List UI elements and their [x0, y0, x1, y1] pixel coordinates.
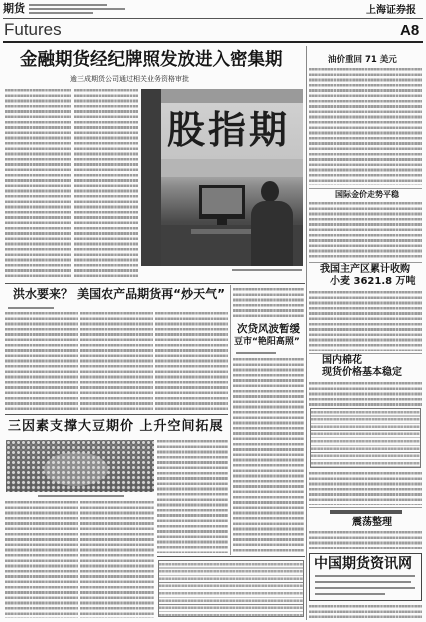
photo-sign-text: 股指期: [167, 108, 291, 152]
brief-cotton-price-table: [310, 408, 421, 468]
soy-rally-headline-line-1: 次贷风波暂缓: [237, 323, 300, 335]
brief-divider: [309, 353, 422, 354]
advert-title: 中国期货资讯网: [314, 556, 412, 572]
brief-cotton-body-2: [309, 472, 422, 505]
photo-person-body: [251, 201, 293, 266]
brief-gold-body: [309, 202, 422, 259]
editor-line-text-2: [29, 12, 93, 14]
brief-wheat-headline-line-2: 小麦 3621.8 万吨: [330, 276, 416, 287]
photo-hand-shape: [44, 452, 108, 486]
brief-oil-headline: 油价重回 71 美元: [328, 55, 397, 65]
weather-body-column-2: [80, 312, 153, 411]
photo-monitor-screen: [202, 188, 242, 214]
market-data-table: [158, 560, 304, 617]
dateline-text: [29, 4, 107, 6]
brief-consolidation-body: [309, 531, 422, 549]
page-footer-text: [309, 605, 422, 618]
lead-photo: [141, 89, 303, 266]
brief-divider: [309, 188, 422, 189]
photo-person-head: [261, 181, 279, 202]
soybean-photo: [6, 440, 154, 492]
brief-wheat-headline-line-1: 我国主产区累计收购: [320, 264, 410, 275]
brief-divider: [309, 507, 422, 508]
weather-headline: 洪水要来？ 美国农产品期货再“炒天气”: [13, 287, 225, 301]
brief-oil-body: [309, 68, 422, 185]
section-rule: [5, 414, 228, 415]
section-rule: [5, 283, 305, 284]
soy-rally-lead-text: [233, 288, 304, 319]
soybean-headline: 三因素支撑大豆期价 上升空间拓展: [8, 419, 224, 434]
soybean-body-column-3: [157, 440, 228, 553]
soybean-body-column-1: [5, 501, 78, 618]
photo-top-strip: [161, 89, 303, 103]
masthead-thick-rule: [3, 41, 423, 43]
brief-cotton-body: [309, 382, 422, 406]
soybean-body-column-2: [80, 501, 154, 618]
lead-body-column-1: [5, 89, 71, 279]
lead-headline: 金融期货经纪牌照发放进入密集期: [20, 50, 283, 70]
newspaper-logo: 上海证券报: [366, 5, 416, 16]
photo-dark-edge: [141, 89, 161, 266]
lead-subheadline: 逾三成期货公司通过相关业务资格审批: [70, 75, 189, 83]
weather-byline: [8, 307, 54, 309]
brief-divider: [309, 262, 422, 263]
brief-gold-headline: 国际金价走势平稳: [335, 190, 399, 199]
page-number: A8: [400, 22, 420, 39]
masthead-thin-rule: [3, 18, 423, 19]
advert-text-line: [315, 575, 415, 577]
soybean-photo-caption: [38, 495, 124, 497]
right-column-rule: [306, 46, 307, 620]
lead-body-column-2: [74, 89, 138, 279]
section-label: 期货: [3, 2, 25, 15]
column-rule: [230, 285, 231, 555]
brief-wheat-body: [309, 291, 422, 351]
advert-text-line: [315, 587, 415, 589]
brief-cotton-headline-line-2: 现货价格基本稳定: [322, 367, 402, 378]
soy-rally-headline-line-2: 豆市“艳阳高照”: [234, 337, 300, 347]
photo-keyboard: [191, 229, 251, 234]
weather-body-column-3: [155, 312, 228, 411]
section-title-en: Futures: [4, 20, 62, 39]
photo-wall-panel: [161, 159, 303, 177]
advert-box: [309, 553, 422, 601]
soy-rally-body: [233, 358, 304, 554]
weather-body-column-1: [5, 312, 78, 411]
advert-text-line: [315, 581, 411, 583]
editor-line-text: [29, 8, 125, 10]
brief-consolidation-kicker: [330, 510, 402, 514]
section-rule: [157, 556, 305, 557]
brief-consolidation-headline: 震荡整理: [352, 517, 392, 528]
soy-rally-byline: [236, 352, 276, 354]
lead-photo-caption: [232, 269, 302, 271]
advert-text-line: [315, 593, 385, 595]
brief-cotton-headline-line-1: 国内棉花: [322, 355, 362, 366]
